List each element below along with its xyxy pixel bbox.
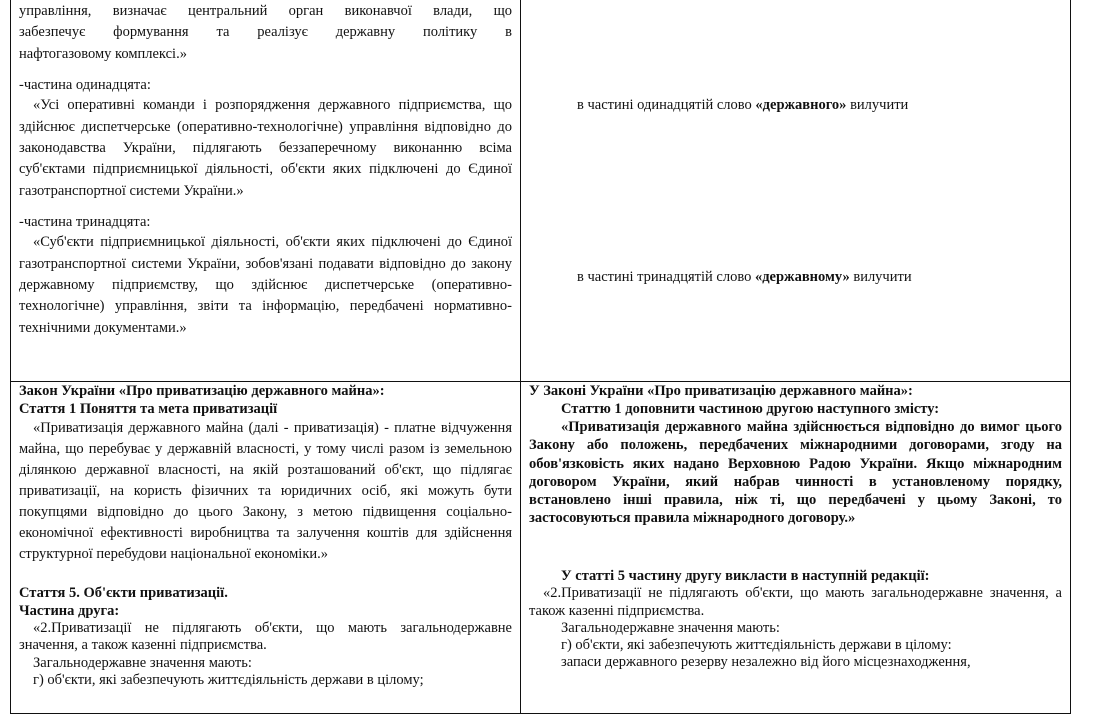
item-g-text: г) об'єкти, які забезпечують життєдіяльність держави в цілому: [561,637,952,654]
note-text: вилучити [849,269,912,285]
general-importance-label: Загальнодержавне значення мають: [33,654,252,671]
article-1-text: «Приватизація державного майна (далі - приватизація) - платне відчуження майна, що перебуває у державній власності, у тому числі разом із земельною ділянкою державної власності, на якій розташований об'єкт, що підлягає приватизації, на користь фізичних та юридичних осіб, які можуть бути покупцями відповідно до цього Закону, з метою підвищення соціально-економічної ефективності виробництва та залучення коштів для здійснення структурної перебудови національної економіки.» [19,420,512,562]
note-text: в частині одинадцятій слово [577,97,756,113]
part-11-text: «Усі оперативні команди і розпорядження державного підприємства, що здійснює диспетчерське (оперативно-технологічне) управління відповідно до законодавства України, підлягають беззаперечному виконанню всіма суб'єктами підприємницької діяльності, об'єкти яких підключені до Єдиної газотранспортної системи України.» [19,97,512,199]
table-cell-proposed-change [521,0,1071,382]
part-2-text: «2.Приватизації не підлягають об'єкти, що мають загальнодержавне значення, а також казенні підприємства. [19,620,512,654]
part-11-change-note [529,95,1062,116]
intro-line: забезпечує формування та реалізує державну політику в [19,24,512,41]
article-5-amendment: У статті 5 частину другу викласти в наступній редакції: [561,567,930,584]
intro-line: нафтогазовому комплексі.» [19,45,187,62]
part-11-label: -частина одинадцята: [19,77,151,94]
intro-line: управління, визначає центральний орган виконавчої влади, що [19,3,512,19]
table-row [11,0,1071,382]
table-cell-current-text [11,0,521,382]
part-13-label: -частина тринадцята: [19,214,151,231]
article-1-title: Стаття 1 Поняття та мета приватизації [19,400,278,417]
deleted-word: «державному» [754,269,850,285]
part-13-text: «Суб'єкти підприємницької діяльності, об'єкти яких підключені до Єдиної газотранспортної системи України, зобов'язані подавати відповідно до закону державному підприємству, що здійснює диспетчерське (оперативно-технологічне) управління, звіти та інформацію, передбачені нормативно-технічними документами.» [19,234,512,336]
part-2-label: Частина друга: [19,602,120,619]
article-1-new-text: «Приватизація державного майна здійснюється відповідно до вимог цього Закону або положень, передбачених міжнародними договорами, згоду на обов'язковість яких надано Верховною Радою України. Якщо міжнародним договором України, який набрав чинності в установленому порядку, встановлено інші правила, ніж ті, що передбачені у цьому Законі, то застосовуються правила міжнародного договору.» [529,419,1062,527]
note-text: вилучити [846,97,909,113]
table-row [11,382,1071,714]
table-cell-proposed-change [521,382,1071,714]
part-13-change-note [529,267,1062,288]
note-text: в частині тринадцятій слово [577,269,755,285]
law-title: У Законі України «Про приватизацію державного майна»: [529,383,913,399]
spacer [19,202,512,212]
spacer [19,565,512,585]
law-title: Закон України «Про приватизацію державного майна»: [19,383,385,399]
table-cell-current-text [11,382,521,714]
article-1-amendment: Статтю 1 доповнити частиною другою наступного змісту: [561,400,940,417]
part-2-new-text: «2.Приватизації не підлягають об'єкти, що мають загальнодержавне значення, а також казенні підприємства. [529,585,1062,619]
spacer [19,65,512,75]
comparison-table [10,0,1071,714]
state-reserve-line: запаси державного резерву незалежно від його місцезнаходження, [561,654,971,671]
deleted-word: «державного» [755,97,847,113]
spacer [529,528,1062,568]
general-importance-label: Загальнодержавне значення мають: [561,619,780,636]
article-5-title: Стаття 5. Об'єкти приватизації. [19,585,228,601]
item-g-text: г) об'єкти, які забезпечують життєдіяльність держави в цілому; [33,671,424,688]
